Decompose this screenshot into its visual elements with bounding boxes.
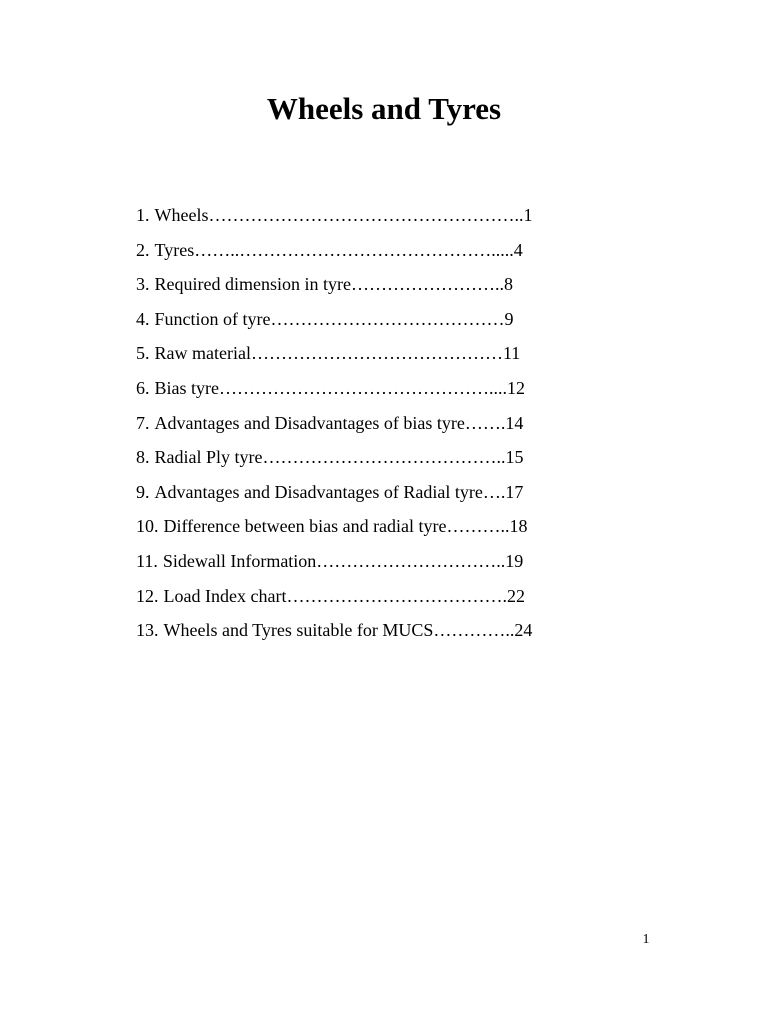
- toc-entry-13: [136, 617, 532, 652]
- toc-entry-text: Advantages and Disadvantages of Radial tyre….17: [154, 481, 524, 502]
- toc-entry-text: Tyres……..…………………………………….....4: [154, 239, 523, 260]
- page-number: 1: [642, 932, 650, 947]
- toc-entry-text: Advantages and Disadvantages of bias tyre…….14: [154, 412, 524, 433]
- toc-entry-number: 12.: [136, 585, 159, 606]
- toc-entry-number: 9.: [136, 481, 150, 502]
- toc-entry-text: Radial Ply tyre…………………………………..15: [154, 447, 524, 468]
- toc-entry-number: 4.: [136, 308, 150, 329]
- toc-entry-7: [136, 410, 532, 445]
- toc-entry-text: Load Index chart……………………………….22: [163, 585, 525, 606]
- toc-entry-text: Required dimension in tyre……………………..8: [154, 274, 513, 295]
- document-title: Wheels and Tyres: [266, 91, 502, 126]
- toc-entry-text: Wheels……………………………………………..1: [154, 205, 533, 225]
- toc-entry-6: [136, 375, 532, 410]
- toc-entry-number: 5.: [136, 343, 150, 364]
- toc-entry-number: 3.: [136, 274, 150, 295]
- toc-entry-number: 2.: [136, 239, 150, 260]
- toc-entry-text: Sidewall Information…………………………..19: [162, 550, 524, 571]
- toc-entry-3: [136, 271, 532, 306]
- toc-entry-1: [136, 202, 532, 237]
- toc-entry-number: 1.: [136, 205, 150, 225]
- toc-entry-4: [136, 306, 532, 341]
- toc-entry-number: 7.: [136, 412, 150, 433]
- toc-entry-9: [136, 479, 532, 514]
- toc-entry-number: 10.: [136, 516, 159, 537]
- toc-entry-11: [136, 548, 532, 583]
- toc-entry-text: Function of tyre…………………………………9: [154, 308, 514, 329]
- toc-entry-12: [136, 583, 532, 618]
- toc-entry-text: Wheels and Tyres suitable for MUCS…………..24: [163, 620, 533, 641]
- toc-entry-number: 11.: [136, 550, 158, 571]
- toc-entry-text: Raw material……………………………………11: [154, 343, 521, 364]
- toc-entry-number: 13.: [136, 620, 159, 641]
- toc-entry-8: [136, 444, 532, 479]
- toc-entry-5: [136, 340, 532, 375]
- toc-entry-text: Difference between bias and radial tyre………..18: [163, 516, 528, 537]
- toc-entry-2: [136, 237, 532, 272]
- toc-entry-number: 6.: [136, 377, 150, 398]
- toc-entry-number: 8.: [136, 447, 150, 468]
- toc-entry-text: Bias tyre………………………………………....12: [154, 377, 525, 398]
- toc-entry-10: [136, 513, 532, 548]
- table-of-contents: [136, 202, 532, 652]
